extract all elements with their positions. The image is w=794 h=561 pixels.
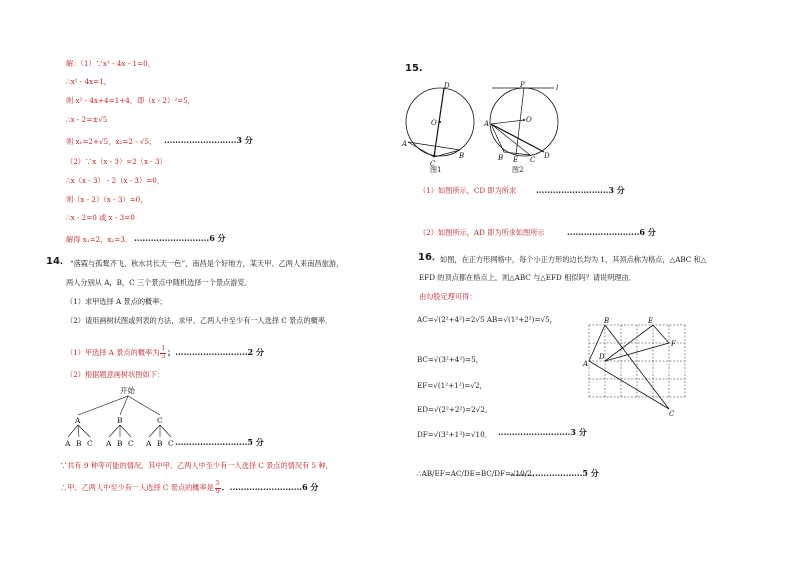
fig1-label-c: C [430,160,436,168]
tree-level1-node: A [75,416,81,425]
tree-leaf: A [65,439,71,448]
q16-equation-1: AC=√(2²+4²)=2√5 AB=√(1²+2²)=√5， [417,315,557,324]
solution-line-7: ∴x（x - 3） - 2（x - 3）=0， [66,176,164,185]
q14-answer-1-text: （1）甲选择 A 景点的概率为 [66,348,160,357]
q16-score-3: ..........................3 分 [498,427,587,437]
tree-edge [78,396,128,415]
fig1-caption: 图1 [430,166,442,174]
q16-equation-4: ED=√(2²+2²)=2√2， [417,405,493,414]
segment-ab [491,124,504,152]
q14-conclusion-2-text: ∴甲、乙两人中至少有一人选择 C 景点的概率是 [60,483,214,492]
fraction-five-ninths [215,481,221,495]
grid-label-c: C [669,410,675,418]
question-14-text-1: “落霞与孤鹜齐飞，秋水共长天一色”，南昌是个好地方，某天甲、乙两人来南昌旅游， [70,259,344,268]
tree-leaf: A [146,439,152,448]
tree-edge [128,396,160,415]
score-2: ；..........................2 分 [167,347,264,357]
grid-label-f: F [671,340,676,348]
center-point [523,119,525,121]
tree-leaf: C [168,439,174,448]
q16-ratio-conclusion: ∴AB/EF=AC/DE=BC/DF=√10/2． [417,469,539,478]
fig2-label-e: E [513,156,519,164]
score-3-line: ..........................3 分 [164,135,253,145]
segment-bc [504,152,530,155]
question-14-part-1: （1）求甲选择 A 景点的概率； [66,297,167,306]
q14-conclusion-1: ∵共有 9 种等可能的情况，其中甲、乙两人中至少有一人选择 C 景点的情况有 5 种， [60,461,333,470]
segment-ad [491,124,544,152]
tree-score: ..........................5 分 [175,437,264,447]
q14-answer-1 [66,346,264,360]
question-16-number: 16． [418,252,442,263]
q15-score-1: ..........................3 分 [536,185,625,195]
fig2-label-p: P [520,81,525,89]
chord-cb [434,150,460,157]
question-14-number: 14． [46,256,70,267]
solution-line-6: （2）∵x（x - 3）=2（x - 3） [66,157,167,166]
q16-equation-3: EF=√(1²+1²)=√2， [417,381,487,390]
grid-label-a: A [583,360,589,368]
figure-1-circle [402,80,482,172]
tree-leaf: B [117,439,123,448]
question-16-text-1: 如图，在正方形网格中，每个小正方形的边长均为 1，其顶点称为格点，△ABC 和△ [440,255,707,264]
q16-solution-intro: 由勾股定理可得： [419,292,477,301]
score-6-line: ...........................6 分 [134,233,226,243]
question-14-text-2: 两人分别从 A，B，C 三个景点中随机选择一个景点游览． [66,278,252,287]
fig1-label-b: B [459,152,465,160]
segment-ac [491,124,530,155]
fig2-label-o: O [526,116,532,124]
fig2-label-b: B [498,154,504,162]
solution-line-8: 则（x - 2）（x - 3）=0， [66,195,148,204]
q15-score-2: ..........................6 分 [567,227,656,237]
fig1-label-a: A [402,140,408,148]
square-grid-figure [583,315,693,420]
solution-line-2: ∴x² - 4x=1， [66,77,111,86]
tree-leaf: B [157,439,163,448]
fig2-label-c: C [530,156,536,164]
center-point [439,121,441,123]
question-16-text-2: EFD 的顶点都在格点上，则△ABC 与△EFD 相似吗？请说明理由． [419,273,636,282]
fraction-numerator: 5 [215,480,220,487]
solution-line-3: 则 x² - 4x+4=1+4，即（x - 2）²=5， [66,96,195,105]
fig2-label-a: A [484,120,490,128]
segment-ao [491,120,524,124]
figure-2-circle [482,80,572,172]
fig2-label-l: l [556,84,559,92]
tree-leaf: B [76,439,82,448]
fig2-caption: 图2 [512,166,524,174]
grid-label-b: B [604,317,610,325]
q15-answer-1: （1）如图所示，CD 即为所求 [419,186,517,195]
fraction-numerator: 1 [161,345,166,352]
question-15-number: 15. [405,63,423,74]
circle-outline [490,88,558,156]
q14-answer-2: （2）根据题意画树状图如下： [66,370,165,379]
tree-root-label: 开始 [120,386,135,395]
tree-leaf: C [128,439,134,448]
solution-line-4: ∴x - 2=±√5 [66,115,108,124]
tree-leaf: C [87,439,93,448]
q16-score-5: ..........................5 分 [510,468,599,478]
q16-equation-2: BC=√(3²+4²)=5， [417,355,483,364]
tree-level2-edges [68,425,171,437]
fraction-denominator: 9 [215,487,220,495]
grid-label-d: D [599,353,605,361]
segment-ac [589,361,669,409]
solution-line-1: 解：（1）∵x² - 4x - 1=0， [66,59,155,68]
tree-leaf: A [106,439,112,448]
solution-line-9: ∴x - 2=0 或 x - 3=0 [66,213,135,222]
q14-conclusion-2 [60,481,318,495]
segment-ef [653,325,669,343]
fig2-label-d: D [544,152,550,160]
fig1-label-d: D [444,82,450,90]
fraction-denominator: 3 [161,352,166,360]
fig1-label-o: O [431,119,437,127]
tree-level1-node: C [157,416,163,425]
q16-equation-5: DF=√(3²+1²)=√10． [417,430,492,439]
question-14-part-2: （2）请用画树状图或列表的方法，求甲、乙两人中至少有一人选择 C 景点的概率． [66,316,333,325]
q15-answer-2: （2）如图所示，AD 即为所求如图所示 [419,228,545,237]
solution-line-5: 则 x₁=2+√5，x₂=2 - √5； [66,137,157,146]
tree-level1-node: B [117,416,123,425]
grid-label-e: E [648,317,654,325]
fraction-one-third [160,346,166,360]
score-6b: ．..........................6 分 [221,482,319,492]
solution-line-10: 解得 x₁=2，x₂=3． [66,235,133,244]
grid-lines [589,325,685,397]
